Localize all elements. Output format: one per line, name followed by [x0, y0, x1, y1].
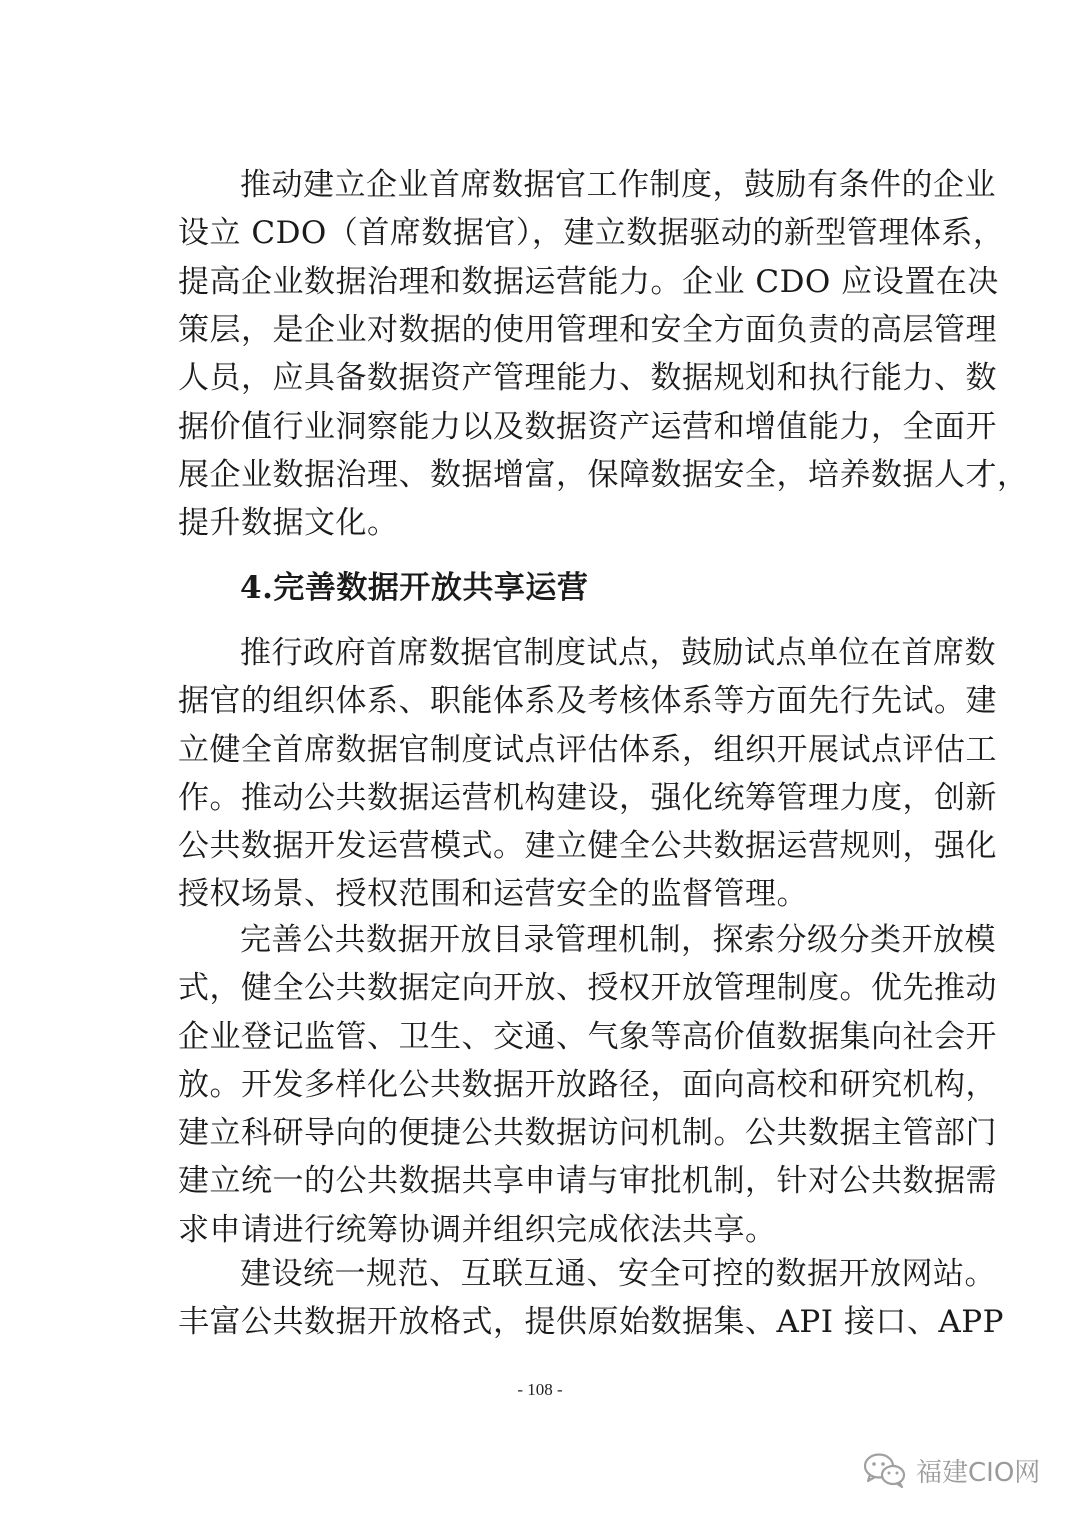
text-line: 式，健全公共数据定向开放、授权开放管理制度。优先推动	[178, 970, 997, 1006]
text-line: 提高企业数据治理和数据运营能力。企业 CDO 应设置在决	[178, 264, 999, 300]
text-line: 展企业数据治理、数据增富，保障数据安全，培养数据人才，	[178, 457, 1029, 493]
text-line: 丰富公共数据开放格式，提供原始数据集、API 接口、APP	[178, 1304, 1004, 1340]
wechat-icon	[862, 1450, 908, 1490]
text-line: 提升数据文化。	[178, 505, 399, 541]
page-number: - 108 -	[517, 1380, 563, 1399]
text-line: 推动建立企业首席数据官工作制度，鼓励有条件的企业	[240, 167, 996, 203]
text-line: 建设统一规范、互联互通、安全可控的数据开放网站。	[240, 1256, 996, 1292]
section-heading: 4.完善数据开放共享运营	[240, 570, 589, 606]
text-line: 公共数据开发运营模式。建立健全公共数据运营规则，强化	[178, 828, 997, 864]
text-line: 据价值行业洞察能力以及数据资产运营和增值能力，全面开	[178, 409, 997, 445]
text-line: 建立统一的公共数据共享申请与审批机制，针对公共数据需	[178, 1163, 997, 1199]
text-line: 设立 CDO（首席数据官），建立数据驱动的新型管理体系，	[178, 215, 1005, 251]
text-line: 据官的组织体系、职能体系及考核体系等方面先行先试。建	[178, 683, 997, 719]
text-line: 企业登记监管、卫生、交通、气象等高价值数据集向社会开	[178, 1019, 997, 1055]
text-line: 策层，是企业对数据的使用管理和安全方面负责的高层管理	[178, 312, 997, 348]
text-line: 立健全首席数据官制度试点评估体系，组织开展试点评估工	[178, 732, 997, 768]
text-line: 授权场景、授权范围和运营安全的监督管理。	[178, 876, 808, 912]
text-line: 人员，应具备数据资产管理能力、数据规划和执行能力、数	[178, 360, 997, 396]
text-line: 作。推动公共数据运营机构建设，强化统筹管理力度，创新	[178, 780, 997, 816]
text-line: 放。开发多样化公共数据开放路径，面向高校和研究机构，	[178, 1067, 997, 1103]
watermark	[862, 1445, 1040, 1495]
text-line: 求申请进行统筹协调并组织完成依法共享。	[178, 1212, 777, 1248]
text-line: 推行政府首席数据官制度试点，鼓励试点单位在首席数	[240, 635, 996, 671]
watermark-text: 福建CIO网	[916, 1457, 1041, 1488]
text-line: 完善公共数据开放目录管理机制，探索分级分类开放模	[240, 922, 996, 958]
text-line: 建立科研导向的便捷公共数据访问机制。公共数据主管部门	[178, 1115, 997, 1151]
